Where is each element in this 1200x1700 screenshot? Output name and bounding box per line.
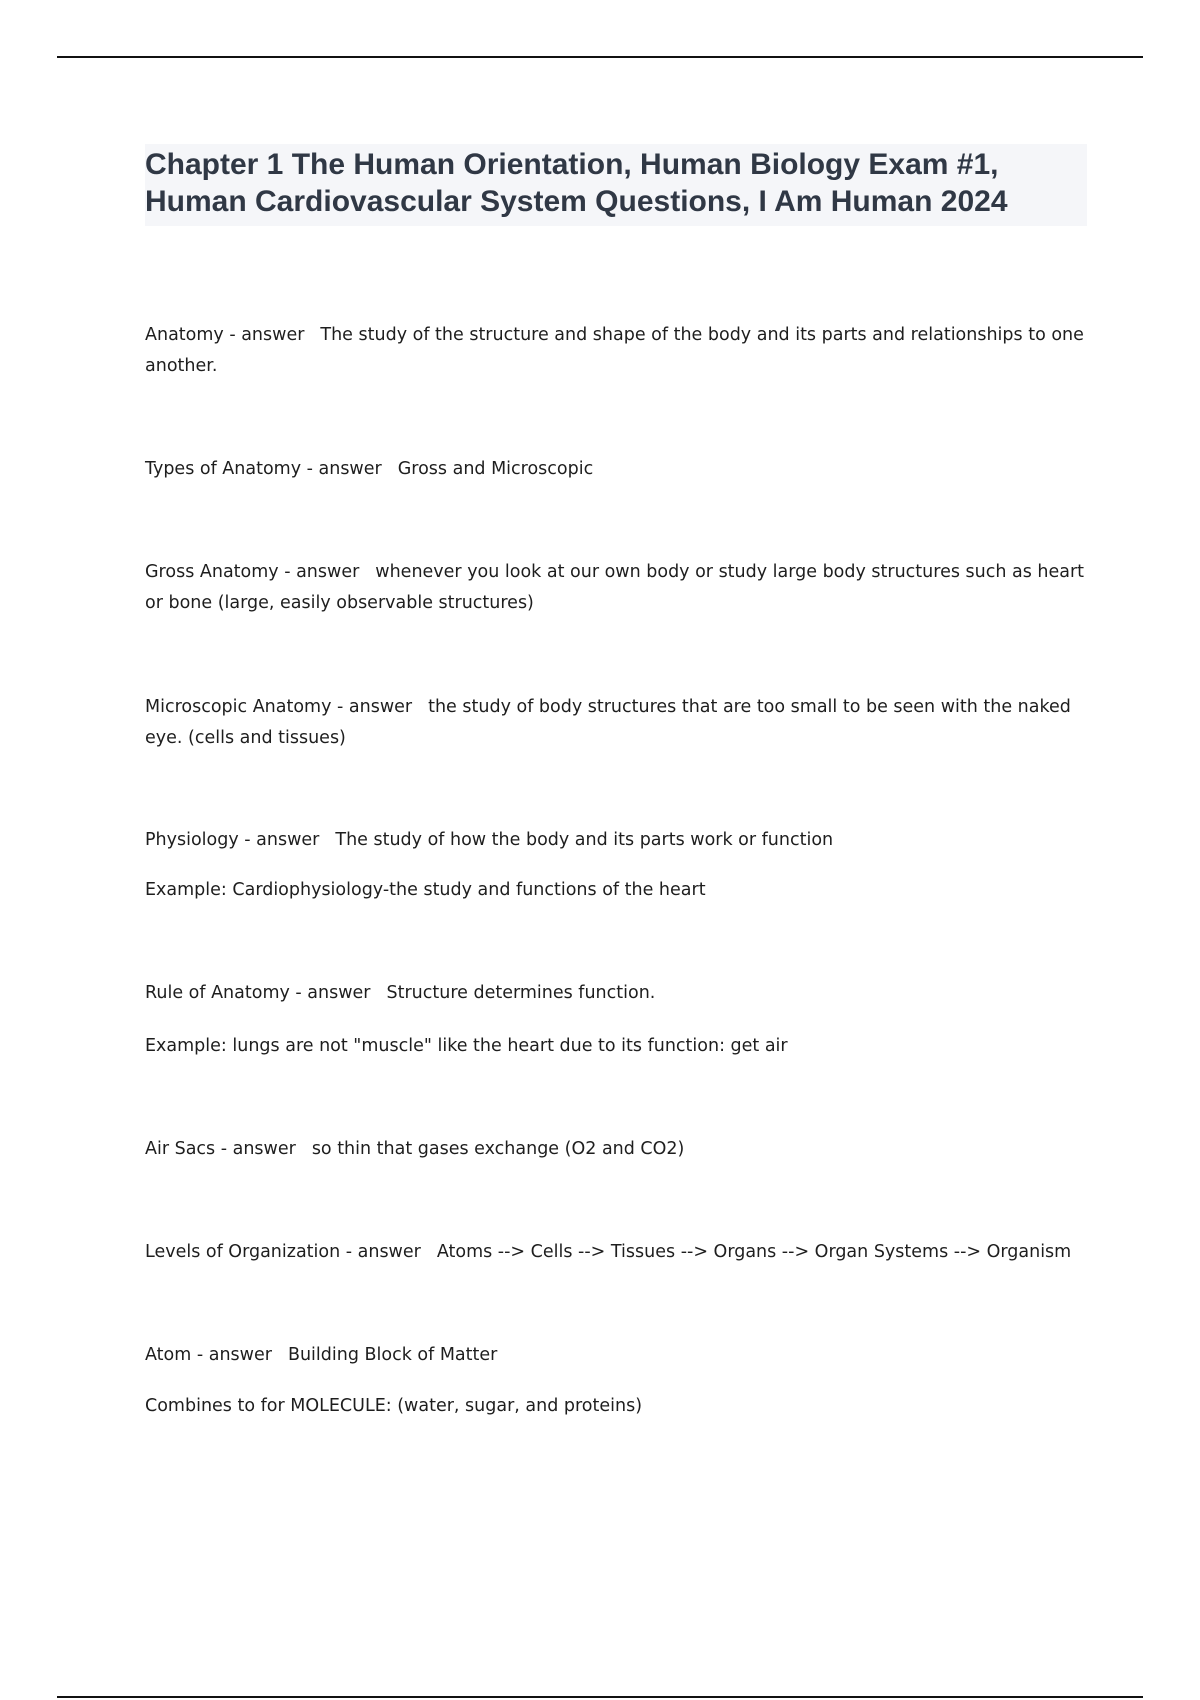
entry-term: Levels of Organization - answer [145, 1242, 421, 1262]
top-rule [57, 56, 1143, 58]
entry-term: Microscopic Anatomy - answer [145, 697, 413, 717]
entry-answer: the study of body structures that are too small to be seen with the naked eye. (cells and tissues) [145, 697, 1071, 748]
entry-answer: Building Block of Matter [287, 1345, 498, 1365]
qa-entry-microscopic-anatomy [145, 692, 1085, 754]
entry-term: Anatomy - answer [145, 325, 305, 345]
entry-example-atom: Combines to for MOLECULE: (water, sugar, and proteins) [145, 1396, 643, 1416]
qa-entry-anatomy [145, 320, 1085, 382]
entry-example-physiology: Example: Cardiophysiology-the study and functions of the heart [145, 880, 706, 900]
qa-entry-physiology [145, 825, 1085, 856]
qa-entry-air-sacs [145, 1134, 1085, 1165]
entry-example-rule-of-anatomy: Example: lungs are not "muscle" like the heart due to its function: get air [145, 1036, 788, 1056]
entry-answer: so thin that gases exchange (O2 and CO2) [311, 1139, 685, 1159]
qa-entry-gross-anatomy [145, 557, 1085, 619]
qa-entry-rule-of-anatomy [145, 978, 1085, 1009]
entry-answer: Atoms --> Cells --> Tissues --> Organs --> Organ Systems --> Organism [436, 1242, 1072, 1262]
entry-term: Gross Anatomy - answer [145, 562, 360, 582]
entry-term: Physiology - answer [145, 830, 320, 850]
entry-answer: Structure determines function. [386, 983, 656, 1003]
bottom-rule [57, 1696, 1143, 1698]
qa-entry-atom [145, 1340, 1085, 1371]
entry-term: Types of Anatomy - answer [145, 459, 382, 479]
entry-term: Atom - answer [145, 1345, 272, 1365]
entry-answer: The study of how the body and its parts work or function [335, 830, 834, 850]
title-line-2: Human Cardiovascular System Questions, I Am Human 2024 [145, 185, 1008, 218]
document-title [145, 144, 1087, 226]
qa-entry-types-of-anatomy [145, 454, 1085, 485]
entry-answer: The study of the structure and shape of the body and its parts and relationships to one another. [145, 325, 1084, 376]
entry-answer: whenever you look at our own body or study large body structures such as heart or bone (large, easily observable structures) [145, 562, 1085, 613]
title-line-1: Chapter 1 The Human Orientation, Human Biology Exam #1, [145, 148, 999, 181]
qa-entry-levels-of-organization [145, 1237, 1085, 1268]
entry-answer: Gross and Microscopic [397, 459, 594, 479]
entry-term: Rule of Anatomy - answer [145, 983, 371, 1003]
entry-term: Air Sacs - answer [145, 1139, 296, 1159]
